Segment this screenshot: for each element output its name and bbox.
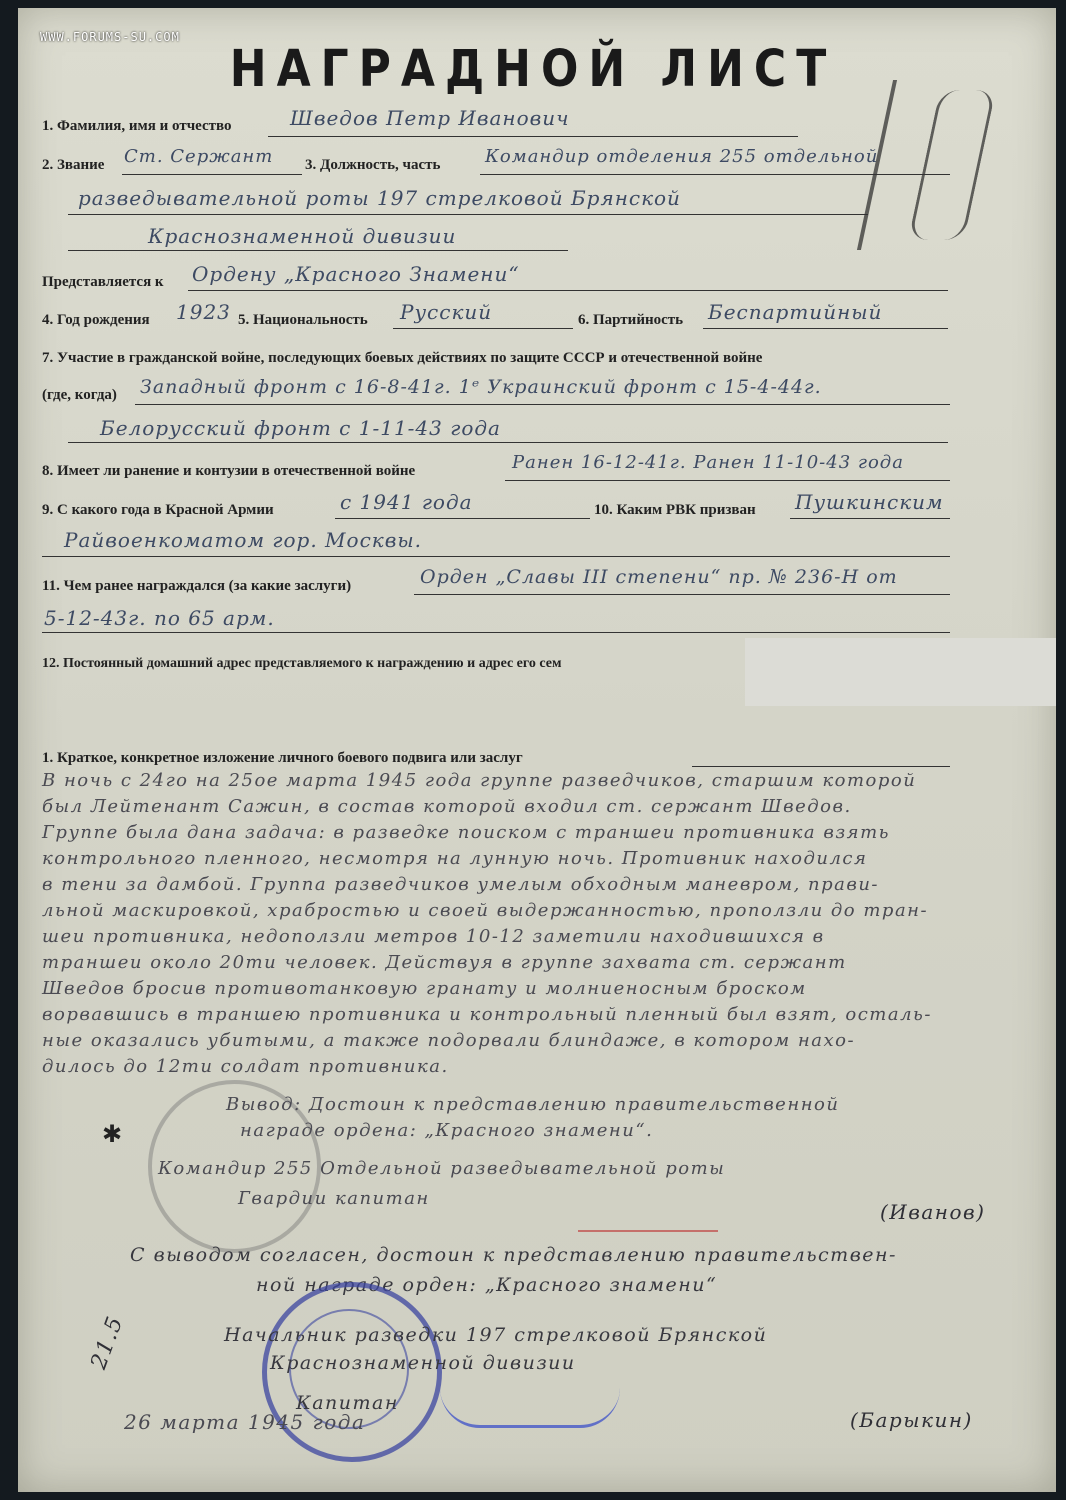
field-3-value-1: Командир отделения 255 отдельной xyxy=(485,146,879,167)
narrative-line: был Лейтенант Сажин, в состав которой входил ст. сержант Шведов. xyxy=(42,796,852,817)
narrative-line: В ночь с 24го на 25ое марта 1945 года группе разведчиков, старшим которой xyxy=(42,770,917,791)
chief-line-2: Краснознаменной дивизии xyxy=(270,1352,576,1374)
conclusion-line-2: награде ордена: „Красного знамени“. xyxy=(240,1120,654,1141)
field-1-label: 1. Фамилия, имя и отчество xyxy=(42,118,232,134)
field-4-value: 1923 xyxy=(176,300,231,324)
commander-name: (Иванов) xyxy=(880,1200,986,1224)
field-5-value: Русский xyxy=(400,300,493,324)
field-5-line xyxy=(393,328,573,329)
field-3-label: 3. Должность, часть xyxy=(305,157,441,173)
nominated-line xyxy=(188,290,948,291)
red-signature xyxy=(578,1160,718,1232)
conclusion-line-1: Вывод: Достоин к представлению правительственной xyxy=(226,1094,840,1115)
field-3-line-3 xyxy=(68,250,568,251)
field-8-value: Ранен 16-12-41г. Ранен 11-10-43 года xyxy=(512,452,904,473)
blue-signature xyxy=(440,1370,620,1428)
field-3-value-3: Краснознаменной дивизии xyxy=(148,224,457,248)
narrative-line: дилось до 12ти солдат противника. xyxy=(42,1056,449,1077)
field-9-line xyxy=(335,518,590,519)
date-line: 26 марта 1945 года xyxy=(124,1410,366,1434)
field-1-line xyxy=(268,136,798,137)
narrative-line: траншеи около 20ти человек. Действуя в группе захвата ст. сержант xyxy=(42,952,847,973)
field-2-value: Ст. Сержант xyxy=(124,146,274,167)
narrative-line: Группе была дана задача: в разведке поиском с траншеи противника взять xyxy=(42,822,890,843)
chief-name: (Барыкин) xyxy=(850,1408,973,1432)
field-10-line-1 xyxy=(790,518,950,519)
field-10-value-2: Райвоенкоматом гор. Москвы. xyxy=(64,528,423,552)
narrative-line: контрольного пленного, несмотря на лунную ночь. Противник находился xyxy=(42,848,868,869)
narrative-line: в тени за дамбой. Группа разведчиков умелым обходным маневром, прави- xyxy=(42,874,880,895)
field-11-line-2 xyxy=(42,632,950,633)
narrative-line: льной маскировкой, храбростью и своей выдержанностью, проползли до тран- xyxy=(42,900,929,921)
field-3-line-1 xyxy=(480,174,950,175)
field-11-line-1 xyxy=(414,594,950,595)
nominated-value: Ордену „Красного Знамени“ xyxy=(192,262,520,286)
field-2-line xyxy=(122,174,302,175)
chief-line-1: Начальник разведки 197 стрелковой Брянской xyxy=(224,1324,768,1346)
field-2-label: 2. Звание xyxy=(42,157,105,173)
field-7-label-2: (где, когда) xyxy=(42,387,117,403)
field-10-value-1: Пушкинским xyxy=(795,490,944,514)
field-7-label-1: 7. Участие в гражданской войне, последующих боевых действиях по защите СССР и отечественной войне xyxy=(42,350,763,366)
field-8-line xyxy=(505,480,950,481)
field-4-label: 4. Год рождения xyxy=(42,312,150,328)
agree-line-2: ной награде орден: „Красного знамени“ xyxy=(256,1274,718,1296)
field-3-value-2: разведывательной роты 197 стрелковой Брянской xyxy=(78,186,681,210)
field-11-label: 11. Чем ранее награждался (за какие заслуги) xyxy=(42,578,352,594)
star-mark: ✱ xyxy=(102,1122,123,1148)
field-7-line-1 xyxy=(135,404,950,405)
redacted-area xyxy=(745,638,1056,706)
commander-line-1: Командир 255 Отдельной разведывательной роты xyxy=(158,1158,726,1179)
field-6-line xyxy=(703,328,948,329)
field-8-label: 8. Имеет ли ранение и контузии в отечественной войне xyxy=(42,463,416,479)
section-heading: 1. Краткое, конкретное изложение личного боевого подвига или заслуг xyxy=(42,750,523,766)
field-11-value-2: 5-12-43г. по 65 арм. xyxy=(44,606,275,630)
section-heading-line xyxy=(692,766,950,767)
narrative-line: Шведов бросив противотанковую гранату и молниеносным броском xyxy=(42,978,807,999)
field-9-label: 9. С какого года в Красной Армии xyxy=(42,502,274,518)
nominated-label: Представляется к xyxy=(42,274,164,290)
field-7-line-2 xyxy=(68,442,948,443)
field-5-label: 5. Национальность xyxy=(238,312,368,328)
narrative-line: ные оказались убитыми, а также подорвали блиндаже, в котором нахо- xyxy=(42,1030,856,1051)
field-1-value: Шведов Петр Иванович xyxy=(290,106,570,130)
narrative-line: шеи противника, недоползли метров 10-12 заметили находившихся в xyxy=(42,926,825,947)
chief-line-3: Капитан xyxy=(296,1392,399,1414)
commander-line-2: Гвардии капитан xyxy=(238,1188,430,1209)
field-11-value-1: Орден „Славы III степени“ пр. № 236-Н от xyxy=(420,566,898,588)
page-title: НАГРАДНОЙ ЛИСТ xyxy=(229,40,837,99)
field-10-line-2 xyxy=(42,556,950,557)
field-6-label: 6. Партийность xyxy=(578,312,684,328)
field-3-line-2 xyxy=(68,214,868,215)
field-7-value-1: Западный фронт с 16-8-41г. 1ᵉ Украинский фронт с 15-4-44г. xyxy=(140,376,822,398)
watermark: WWW.FORUMS-SU.COM xyxy=(40,30,180,44)
field-7-value-2: Белорусский фронт с 1-11-43 года xyxy=(100,416,501,440)
field-9-value: с 1941 года xyxy=(340,490,473,514)
narrative-line: ворвавшись в траншею противника и контрольный пленный был взят, осталь- xyxy=(42,1004,932,1025)
field-12-label: 12. Постоянный домашний адрес представляемого к награждению и адрес его сем xyxy=(42,656,562,671)
field-10-label: 10. Каким РВК призван xyxy=(594,502,756,518)
field-6-value: Беспартийный xyxy=(708,300,883,324)
agree-line-1: С выводом согласен, достоин к представлению правительствен- xyxy=(130,1244,897,1266)
margin-note: 21.5 xyxy=(86,1312,129,1373)
